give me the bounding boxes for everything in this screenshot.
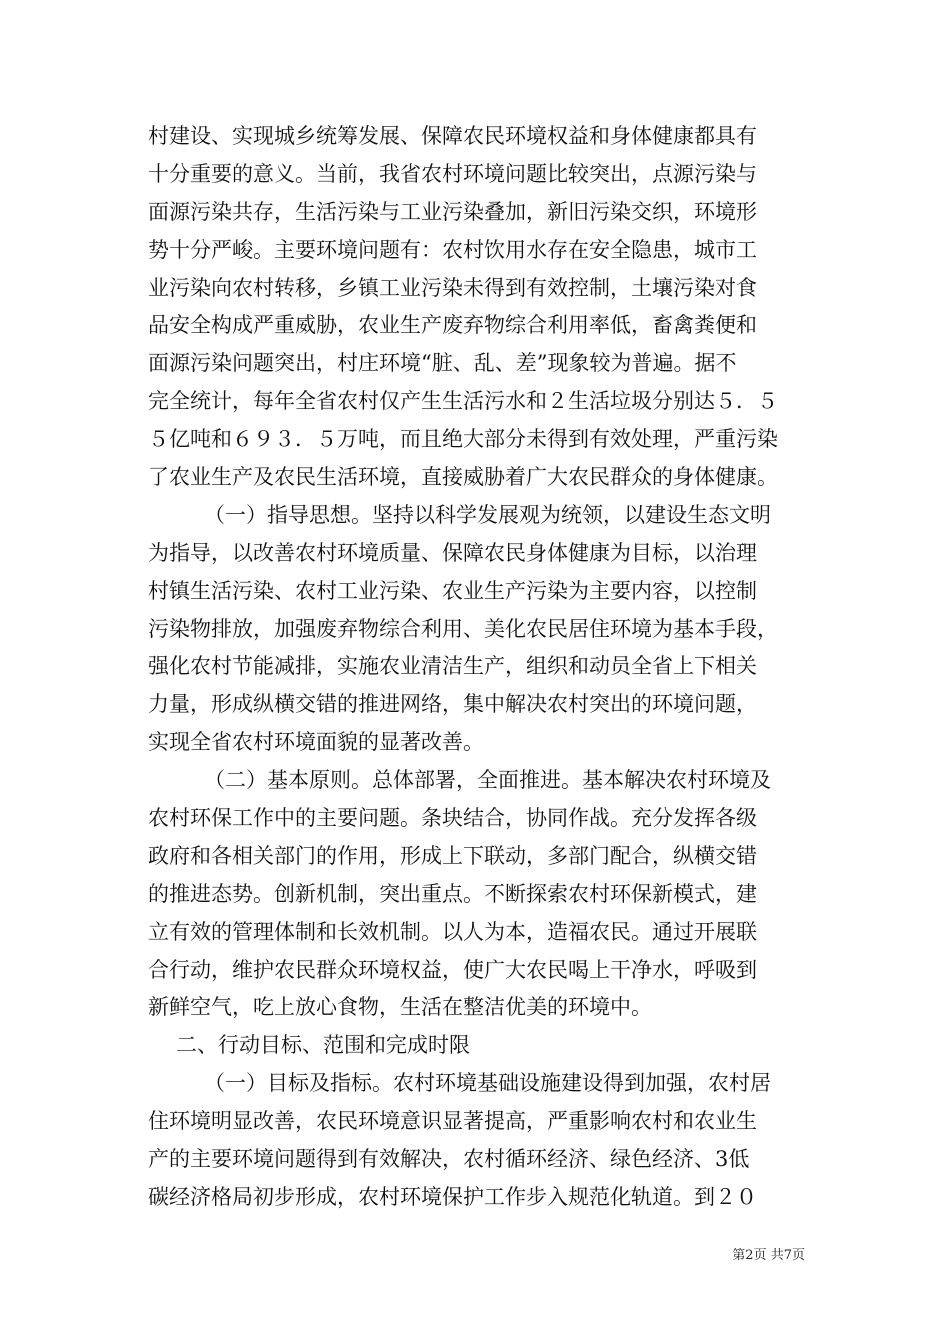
text-line: 完全统计，每年全省农村仅产生生活污水和２生活垃圾分别达５．５ [148, 389, 778, 414]
text-line: 村镇生活污染、农村工业污染、农业生产污染为主要内容，以控制 [148, 578, 757, 603]
footer-middle: 页 共 [753, 1248, 784, 1263]
paragraph-start-line: （一）目标及指标。农村环境基础设施建设得到加强，农村居 [204, 1071, 771, 1096]
text-line: ５亿吨和６９３．５万吨，而且绝大部分未得到有效处理，严重污染 [148, 427, 778, 452]
footer-suffix: 页 [791, 1248, 805, 1263]
text-line: 农村环保工作中的主要问题。条块结合，协同作战。充分发挥各级 [148, 806, 757, 831]
paragraph-start-line: （二）基本原则。总体部署，全面推进。基本解决农村环境及 [204, 768, 771, 793]
text-line: 新鲜空气，吃上放心食物，生活在整洁优美的环境中。 [148, 995, 652, 1020]
text-line: 实现全省农村环境面貌的显著改善。 [148, 730, 484, 755]
text-line: 了农业生产及农民生活环境，直接威胁着广大农民群众的身体健康。 [148, 465, 778, 490]
text-line: 村建设、实现城乡统筹发展、保障农民环境权益和身体健康都具有 [148, 124, 757, 148]
text-line: 业污染向农村转移，乡镇工业污染未得到有效控制，土壤污染对食 [148, 275, 757, 300]
text-line: 为指导，以改善农村环境质量、保障农民身体健康为目标，以治理 [148, 540, 757, 565]
text-line: 势十分严峻。主要环境问题有：农村饮用水存在安全隐患，城市工 [148, 237, 757, 262]
text-line: 碳经济格局初步形成，农村环境保护工作步入规范化轨道。到２０ [148, 1184, 757, 1209]
text-line: 合行动，维护农民群众环境权益，使广大农民喝上干净水，呼吸到 [148, 957, 757, 982]
text-line: 的推进态势。创新机制，突出重点。不断探索农村环保新模式，建 [148, 881, 757, 906]
body-text [148, 118, 828, 1217]
text-line: 十分重要的意义。当前，我省农村环境问题比较突出，点源污染与 [148, 161, 757, 186]
text-line: 政府和各相关部门的作用，形成上下联动，多部门配合，纵横交错 [148, 843, 757, 868]
footer-total-pages: 7 [783, 1248, 792, 1263]
text-line: 面源污染问题突出，村庄环境“脏、乱、差”现象较为普遍。据不 [148, 351, 737, 376]
text-line: 品安全构成严重威胁，农业生产废弃物综合利用率低，畜禽粪便和 [148, 313, 757, 338]
text-line: 力量，形成纵横交错的推进网络，集中解决农村突出的环境问题， [148, 692, 757, 717]
section-heading: 二、行动目标、范围和完成时限 [176, 1033, 470, 1058]
text-line: 立有效的管理体制和长效机制。以人为本，造福农民。通过开展联 [148, 919, 757, 944]
text-line: 强化农村节能减排，实施农业清洁生产，组织和动员全省上下相关 [148, 654, 757, 679]
page-number-footer [640, 1244, 805, 1263]
footer-prefix: 第 [732, 1248, 746, 1263]
paragraph-start-line: （一）指导思想。坚持以科学发展观为统领，以建设生态文明 [204, 502, 771, 527]
text-line: 住环境明显改善，农民环境意识显著提高，严重影响农村和农业生 [148, 1109, 757, 1134]
text-line: 面源污染共存，生活污染与工业污染叠加，新旧污染交织，环境形 [148, 199, 757, 224]
footer-current-page: 2 [745, 1248, 754, 1263]
text-line: 产的主要环境问题得到有效解决，农村循环经济、绿色经济、3低 [148, 1147, 750, 1172]
text-line: 污染物排放，加强废弃物综合利用、美化农民居住环境为基本手段， [148, 616, 778, 641]
